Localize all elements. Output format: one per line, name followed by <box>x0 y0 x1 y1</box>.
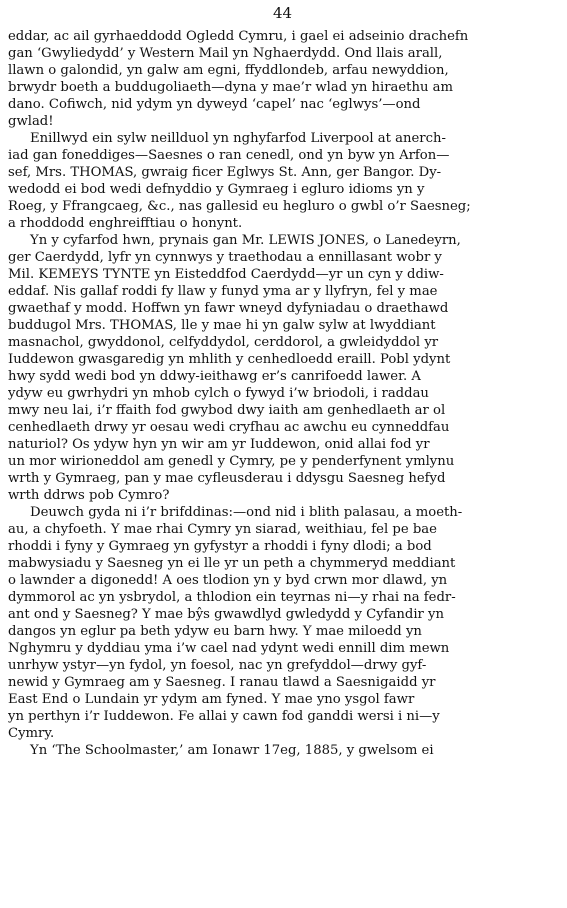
text-line: gwaethaf y modd. Hoffwn yn fawr wneyd dyfyniadau o draethawd <box>8 301 449 316</box>
text-line: masnachol, gwyddonol, celfyddydol, cerddorol, a gwleidyddol yr <box>8 335 439 350</box>
text-line: un mor wirioneddol am genedl y Cymry, pe y penderfynent ymlynu <box>8 454 455 469</box>
text-line: cenhedlaeth drwy yr oesau wedi cryfhau ac awchu eu cynneddfau <box>8 420 450 435</box>
text-line: dymmorol ac yn ysbrydol, a thlodion ein teyrnas ni—y rhai na fedr- <box>8 590 456 605</box>
text-line: wrth ddrws pob Cymro? <box>8 488 170 503</box>
text-line: Deuwch gyda ni i’r brifddinas:—ond nid i blith palasau, a moeth- <box>30 505 463 520</box>
text-line: Yn ‘The Schoolmaster,’ am Ionawr 17eg, 1885, y gwelsom ei <box>30 743 434 758</box>
body-text <box>8 28 557 759</box>
text-line: eddaf. Nis gallaf roddi fy llaw y funyd yma ar y llyfryn, fel y mae <box>8 284 438 299</box>
text-line: East End o Lundain yr ydym am fyned. Y mae yno ysgol fawr <box>8 692 415 707</box>
text-line: ant ond y Saesneg? Y mae bŷs gwawdlyd gwledydd y Cyfandir yn <box>8 607 444 622</box>
text-line: au, a chyfoeth. Y mae rhai Cymry yn siarad, weithiau, fel pe bae <box>8 522 437 537</box>
text-line: unrhyw ystyr—yn fydol, yn foesol, nac yn grefyddol—drwy gyf- <box>8 658 427 673</box>
text-line: Roeg, y Ffrangcaeg, &c., nas gallesid eu hegluro o gwbl o’r Saesneg; <box>8 199 471 214</box>
text-line: naturiol? Os ydyw hyn yn wir am yr Iuddewon, onid allai fod yr <box>8 437 430 452</box>
text-line: wrth y Gymraeg, pan y mae cyfleusderau i ddysgu Saesneg hefyd <box>8 471 446 486</box>
text-line: gwlad! <box>8 114 54 129</box>
text-line: newid y Gymraeg am y Saesneg. I ranau tlawd a Saesnigaidd yr <box>8 675 436 690</box>
text-line: sef, Mrs. THOMAS, gwraig ficer Eglwys St. Ann, ger Bangor. Dy- <box>8 165 442 180</box>
text-line: o lawnder a digonedd! A oes tlodion yn y byd crwn mor dlawd, yn <box>8 573 448 588</box>
text-line: a rhoddodd enghreifftiau o honynt. <box>8 216 243 231</box>
text-line: rhoddi i fyny y Gymraeg yn gyfystyr a rhoddi i fyny dlodi; a bod <box>8 539 432 554</box>
text-line: gan ‘Gwyliedydd’ y Western Mail yn Nghaerdydd. Ond llais arall, <box>8 46 443 61</box>
text-line: ydyw eu gwrhydri yn mhob cylch o fywyd i’w briodoli, i raddau <box>8 386 429 401</box>
text-line: wedodd ei bod wedi defnyddio y Gymraeg i egluro idioms yn y <box>8 182 425 197</box>
text-line: brwydr boeth a buddugoliaeth—dyna y mae’r wlad yn hiraethu am <box>8 80 454 95</box>
text-line: Enillwyd ein sylw neillduol yn nghyfarfod Liverpool at anerch- <box>30 131 446 146</box>
text-line: Nghymru y dyddiau yma i’w cael nad ydynt wedi ennill dim mewn <box>8 641 450 656</box>
text-line: Yn y cyfarfod hwn, prynais gan Mr. LEWIS JONES, o Lanedeyrn, <box>30 233 461 248</box>
text-line: buddugol Mrs. THOMAS, lle y mae hi yn galw sylw at lwyddiant <box>8 318 436 333</box>
text-line: iad gan foneddiges—Saesnes o ran cenedl, ond yn byw yn Arfon— <box>8 148 450 163</box>
page-number: 44 <box>272 4 293 22</box>
text-line: Cymry. <box>8 726 55 741</box>
text-line: dangos yn eglur pa beth ydyw eu barn hwy. Y mae miloedd yn <box>8 624 422 639</box>
text-line: yn perthyn i’r Iuddewon. Fe allai y cawn fod ganddi wersi i ni—y <box>8 709 440 724</box>
text-line: Iuddewon gwasgaredig yn mhlith y cenhedloedd eraill. Pobl ydynt <box>8 352 451 367</box>
text-line: ger Caerdydd, lyfr yn cynnwys y traethodau a ennillasant wobr y <box>8 250 442 265</box>
text-line: mabwysiadu y Saesneg yn ei lle yr un peth a chymmeryd meddiant <box>8 556 456 571</box>
text-line: eddar, ac ail gyrhaeddodd Ogledd Cymru, i gael ei adseinio drachefn <box>8 29 469 44</box>
text-line: hwy sydd wedi bod yn ddwy-ieithawg er’s canrifoedd lawer. A <box>8 369 421 384</box>
text-line: mwy neu lai, i’r ffaith fod gwybod dwy iaith am genhedlaeth ar ol <box>8 403 446 418</box>
text-line: Mil. KEMEYS TYNTE yn Eisteddfod Caerdydd—yr un cyn y ddiw- <box>8 267 444 282</box>
text-line: llawn o galondid, yn galw am egni, ffyddlondeb, arfau newyddion, <box>8 63 449 78</box>
text-line: dano. Cofiwch, nid ydym yn dyweyd ‘capel’ nac ‘eglwys’—ond <box>8 97 421 112</box>
